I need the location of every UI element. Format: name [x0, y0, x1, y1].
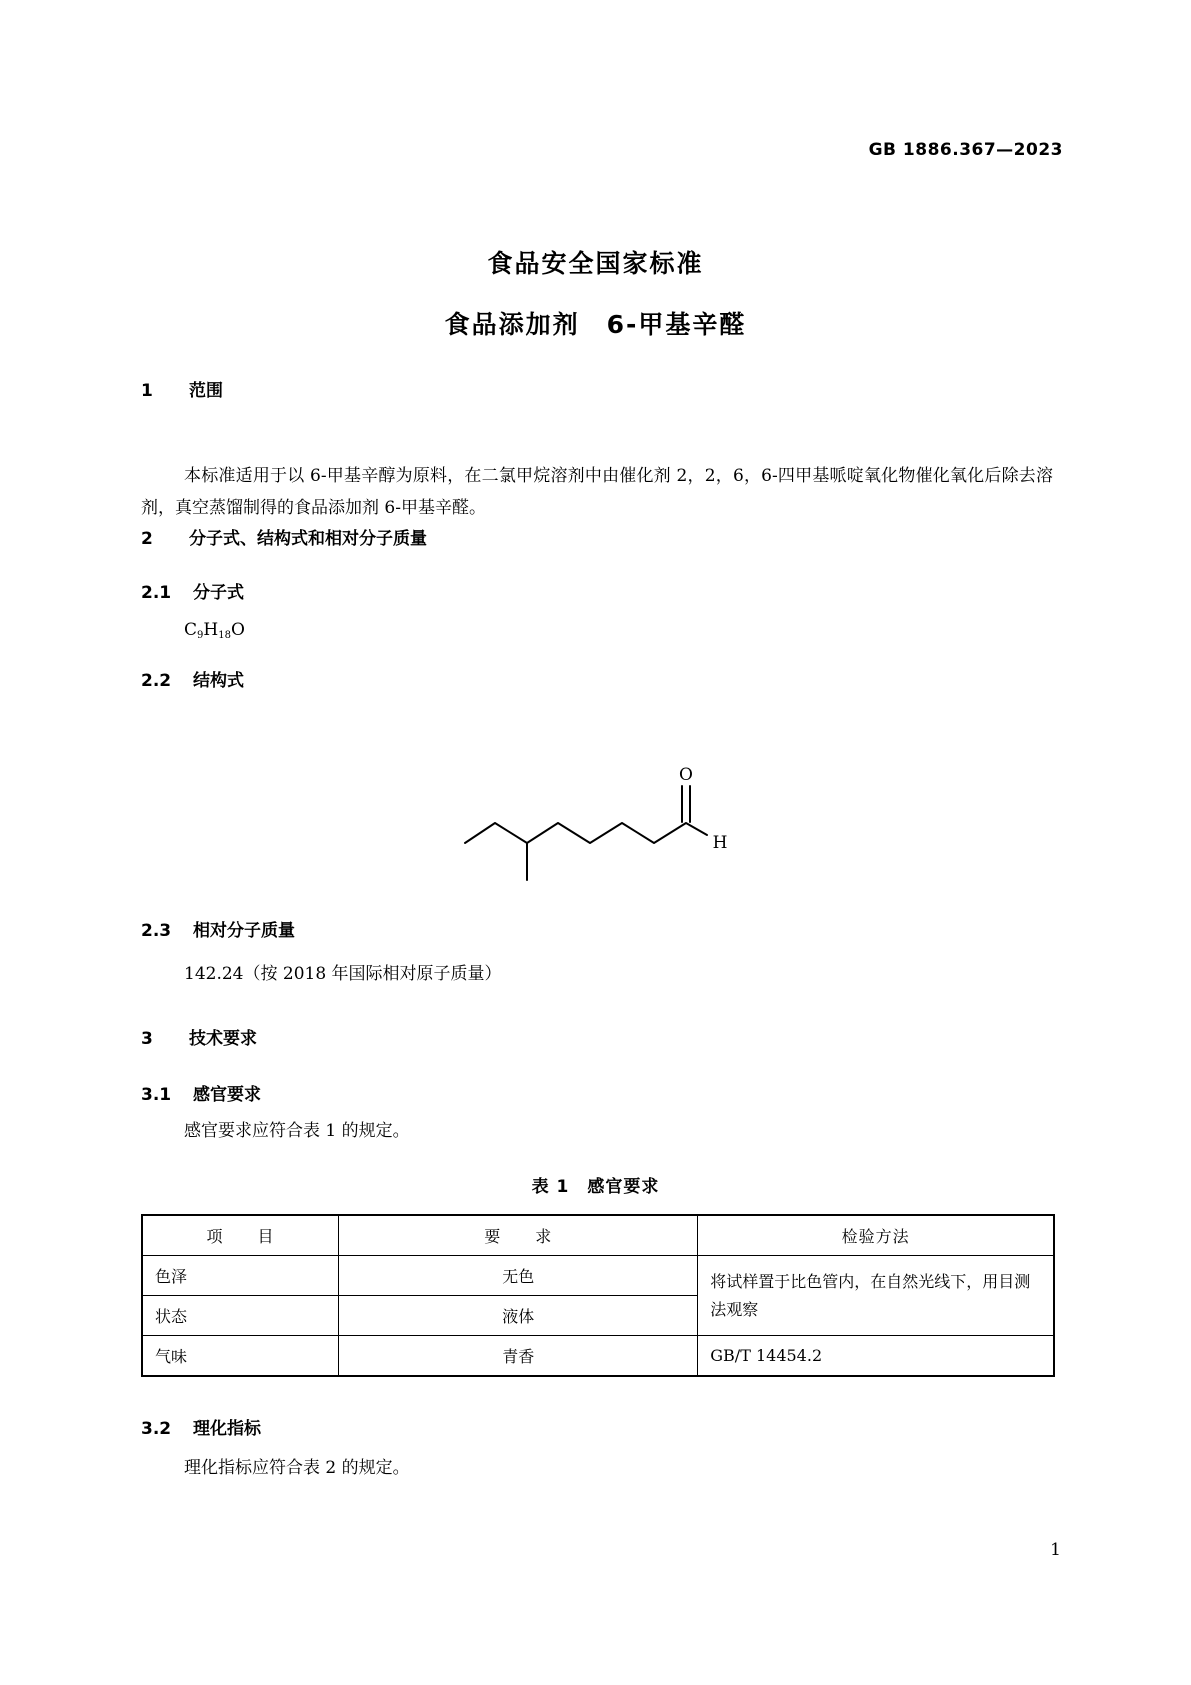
sensory-intro: 感官要求应符合表 1 的规定。: [184, 1121, 410, 1141]
section-title: 结构式: [193, 671, 244, 691]
section-number: 2.1: [141, 583, 172, 603]
table-cell-requirement: 青香: [339, 1336, 698, 1377]
physchem-intro: 理化指标应符合表 2 的规定。: [184, 1458, 410, 1478]
structural-formula: [455, 758, 755, 893]
table-cell-requirement: 无色: [339, 1256, 698, 1296]
section-number: 2.3: [141, 921, 172, 941]
section-title: 分子式、结构式和相对分子质量: [189, 529, 427, 549]
table-1-caption: 表 1 感官要求: [531, 1177, 660, 1197]
section-number: 2.2: [141, 671, 172, 691]
table-cell-item: 状态: [142, 1296, 339, 1336]
table-cell-item: 色泽: [142, 1256, 339, 1296]
table-header-row: [142, 1215, 1054, 1256]
section-1-heading: [141, 376, 223, 401]
table-row: [142, 1256, 1054, 1296]
page-number: 1: [1050, 1540, 1061, 1560]
section-2-heading: [141, 524, 427, 549]
section-number: 3.2: [141, 1419, 172, 1439]
scope-paragraph: 本标准适用于以 6-甲基辛醇为原料，在二氯甲烷溶剂中由催化剂 2，2，6，6-四甲基哌啶氧化物催化氧化后除去溶剂，真空蒸馏制得的食品添加剂 6-甲基辛醛。: [141, 466, 1053, 518]
section-number: 3: [141, 1029, 153, 1049]
section-title: 技术要求: [189, 1029, 257, 1049]
table-row: [142, 1336, 1054, 1377]
table-cell-method: 将试样置于比色管内，在自然光线下，用目测法观察: [698, 1256, 1054, 1336]
hydrogen-label: H: [712, 833, 728, 853]
section-title: 范围: [189, 381, 223, 401]
section-title: 分子式: [193, 583, 244, 603]
oxygen-label: O: [679, 765, 693, 785]
table-cell-requirement: 液体: [339, 1296, 698, 1336]
molecular-mass: 142.24（按 2018 年国际相对原子质量）: [184, 964, 502, 984]
section-number: 3.1: [141, 1085, 172, 1105]
document-subtitle: 食品添加剂 6-甲基辛醛: [444, 310, 747, 339]
molecular-formula: $C_9H_{18}O$: [184, 620, 245, 641]
section-title: 理化指标: [193, 1419, 261, 1439]
section-2-2-heading: [141, 666, 244, 691]
document-title: 食品安全国家标准: [487, 249, 704, 278]
table-header-item: 项 目: [142, 1215, 339, 1256]
table-header-method: 检验方法: [698, 1215, 1054, 1256]
section-title: 相对分子质量: [193, 921, 295, 941]
section-number: 1: [141, 381, 153, 401]
section-3-heading: [141, 1024, 257, 1049]
table-header-requirement: 要 求: [339, 1215, 698, 1256]
section-3-2-heading: [141, 1414, 261, 1439]
sensory-table: [141, 1214, 1055, 1377]
table-cell-item: 气味: [142, 1336, 339, 1377]
section-3-1-heading: [141, 1080, 261, 1105]
section-title: 感官要求: [193, 1085, 261, 1105]
table-cell-method: GB/T 14454.2: [698, 1336, 1054, 1377]
section-2-1-heading: [141, 578, 244, 603]
section-number: 2: [141, 529, 153, 549]
standard-number: GB 1886.367—2023: [868, 140, 1063, 160]
section-2-3-heading: [141, 916, 295, 941]
